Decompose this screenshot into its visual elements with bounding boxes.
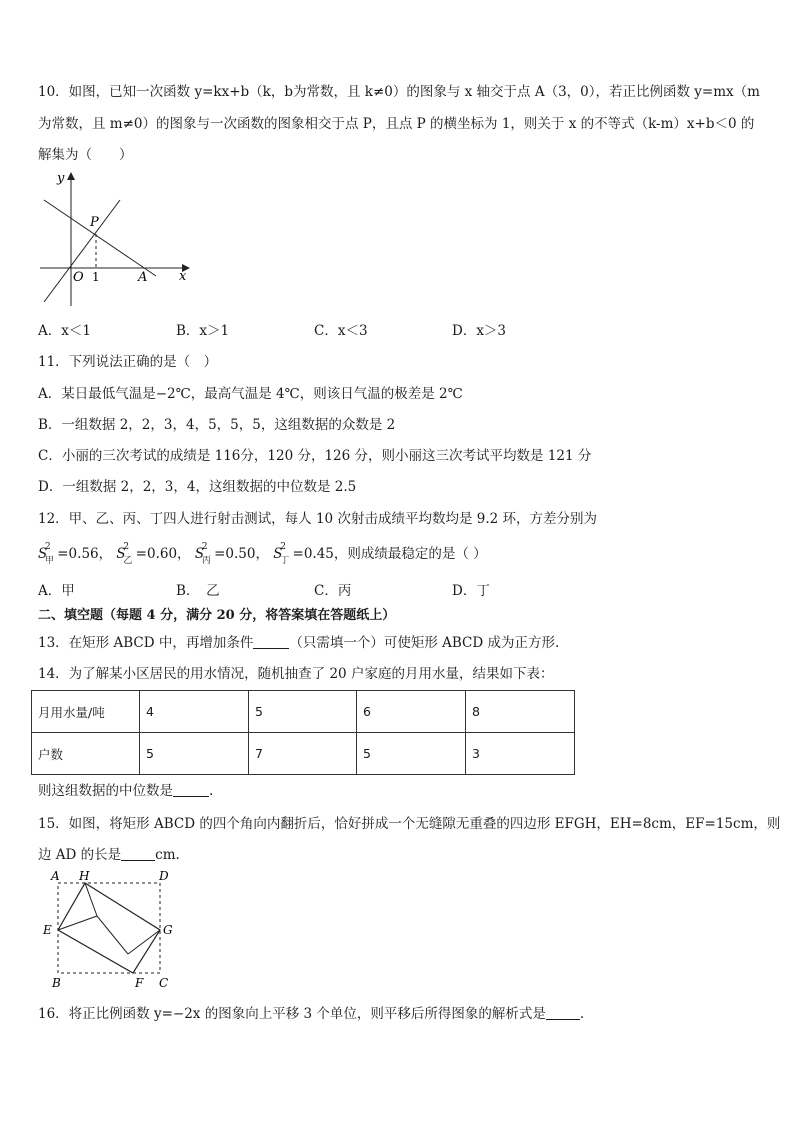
q12-stem: 12．甲、乙、丙、丁四人进行射击测试，每人 10 次射击成绩平均数均是 9.2 环，方差分别为: [38, 511, 597, 527]
vertex-f-label: F: [135, 976, 144, 990]
q10-text-line3: 解集为（ ）: [38, 147, 133, 163]
point-p-label: P: [90, 215, 99, 230]
vertex-h-label: H: [79, 869, 90, 883]
q14-ask: 则这组数据的中位数是 .: [38, 783, 214, 799]
fold-line-h: [85, 883, 97, 916]
q13-answer-blank[interactable]: [253, 634, 289, 649]
q12-variance-line: S 2 甲 =0.56， S 2 乙 =0.60， S 2 丙 =0.50， S 2 丁 =0.45，则成绩最稳定的是（ ）: [38, 542, 487, 566]
y-axis-label: y: [57, 171, 65, 186]
vertex-e-label: E: [43, 923, 52, 937]
q15-answer-blank[interactable]: [121, 846, 155, 861]
fold-line-g: [128, 930, 160, 954]
quadrilateral-efgh: [58, 883, 160, 973]
line-kx-plus-b: [44, 200, 156, 276]
variance-bing: S 2 丙: [194, 542, 211, 566]
q12-option-a: A．甲: [38, 583, 75, 599]
q12-option-c: C．丙: [314, 583, 352, 599]
q16-text: 16．将正比例函数 y=−2x 的图象向上平移 3 个单位，则平移后所得图象的解析式是 .: [38, 1006, 585, 1022]
water-usage-table: [31, 690, 575, 775]
vertex-b-label: B: [52, 976, 61, 990]
q13-text: 13．在矩形 ABCD 中，再增加条件 （只需填一个）可使矩形 ABCD 成为正方形.: [38, 635, 560, 651]
q12-option-b: B． 乙: [176, 583, 220, 599]
q10-function-graph: [36, 168, 196, 308]
q15-text-line1: 15．如图，将矩形 ABCD 的四个角向内翻折后，恰好拼成一个无缝隙无重叠的四边形 EFGH，EH=8cm，EF=15cm，则: [38, 816, 781, 832]
vertex-a-label: A: [51, 869, 60, 883]
table-header-cell: 户数: [32, 733, 140, 775]
section-fill-in-heading: 二、填空题（每题 4 分，满分 20 分，将答案填在答题纸上）: [38, 608, 396, 623]
q16-answer-blank[interactable]: [546, 1005, 580, 1020]
q10-text-line1: 10．如图，已知一次函数 y=kx+b（k，b为常数，且 k≠0）的图象与 x 轴交于点 A（3，0），若正比例函数 y=mx（m: [38, 84, 760, 100]
table-cell: 8: [466, 691, 575, 733]
q14-stem: 14．为了解某小区居民的用水情况，随机抽查了 20 户家庭的月用水量，结果如下表：: [38, 666, 554, 682]
q11-option-c: C．小丽的三次考试的成绩是 116分，120 分，126 分，则小丽这三次考试平均数是 121 分: [38, 448, 592, 464]
variance-jia: S 2 甲: [38, 542, 55, 566]
q11-option-b: B．一组数据 2，2，3，4，5，5，5，这组数据的众数是 2: [38, 417, 396, 433]
q11-option-a: A．某日最低气温是−2℃，最高气温是 4℃，则该日气温的极差是 2℃: [38, 386, 463, 402]
q12-option-d: D．丁: [452, 583, 490, 599]
table-row: [32, 733, 575, 775]
diagonal-g: [97, 916, 128, 954]
q10-option-d: D．x＞3: [452, 323, 507, 339]
table-cell: 7: [249, 733, 357, 775]
q15-text-line2: 边 AD 的长是 cm.: [38, 847, 180, 863]
q11-option-d: D．一组数据 2，2，3，4，这组数据的中位数是 2.5: [38, 479, 357, 495]
variance-yi: S 2 乙: [116, 542, 133, 566]
q10-option-b: B．x＞1: [176, 323, 230, 339]
table-row: [32, 691, 575, 733]
table-header-cell: 月用水量/吨: [32, 691, 140, 733]
x-axis-label: x: [179, 269, 187, 284]
table-cell: 6: [357, 691, 466, 733]
point-a-label: A: [138, 270, 148, 285]
tick-one-label: 1: [92, 270, 100, 284]
vertex-d-label: D: [159, 869, 169, 883]
table-cell: 3: [466, 733, 575, 775]
q10-option-c: C．x＜3: [314, 323, 368, 339]
q10-text-line2: 为常数，且 m≠0）的图象与一次函数的图象相交于点 P，且点 P 的横坐标为 1，则关于 x 的不等式（k-m）x+b＜0 的: [38, 116, 755, 132]
origin-label: O: [73, 270, 84, 285]
table-cell: 4: [140, 691, 249, 733]
table-cell: 5: [140, 733, 249, 775]
vertex-c-label: C: [159, 976, 169, 990]
q14-answer-blank[interactable]: [173, 782, 209, 797]
q10-option-a: A．x＜1: [38, 323, 91, 339]
variance-ding: S 2 丁: [273, 542, 290, 566]
q11-stem: 11．下列说法正确的是（ ）: [38, 354, 218, 370]
table-cell: 5: [249, 691, 357, 733]
diagonal-eg: [58, 916, 97, 930]
table-cell: 5: [357, 733, 466, 775]
vertex-g-label: G: [163, 923, 173, 937]
line-mx: [44, 200, 120, 302]
q15-rectangle-figure: [38, 866, 188, 990]
